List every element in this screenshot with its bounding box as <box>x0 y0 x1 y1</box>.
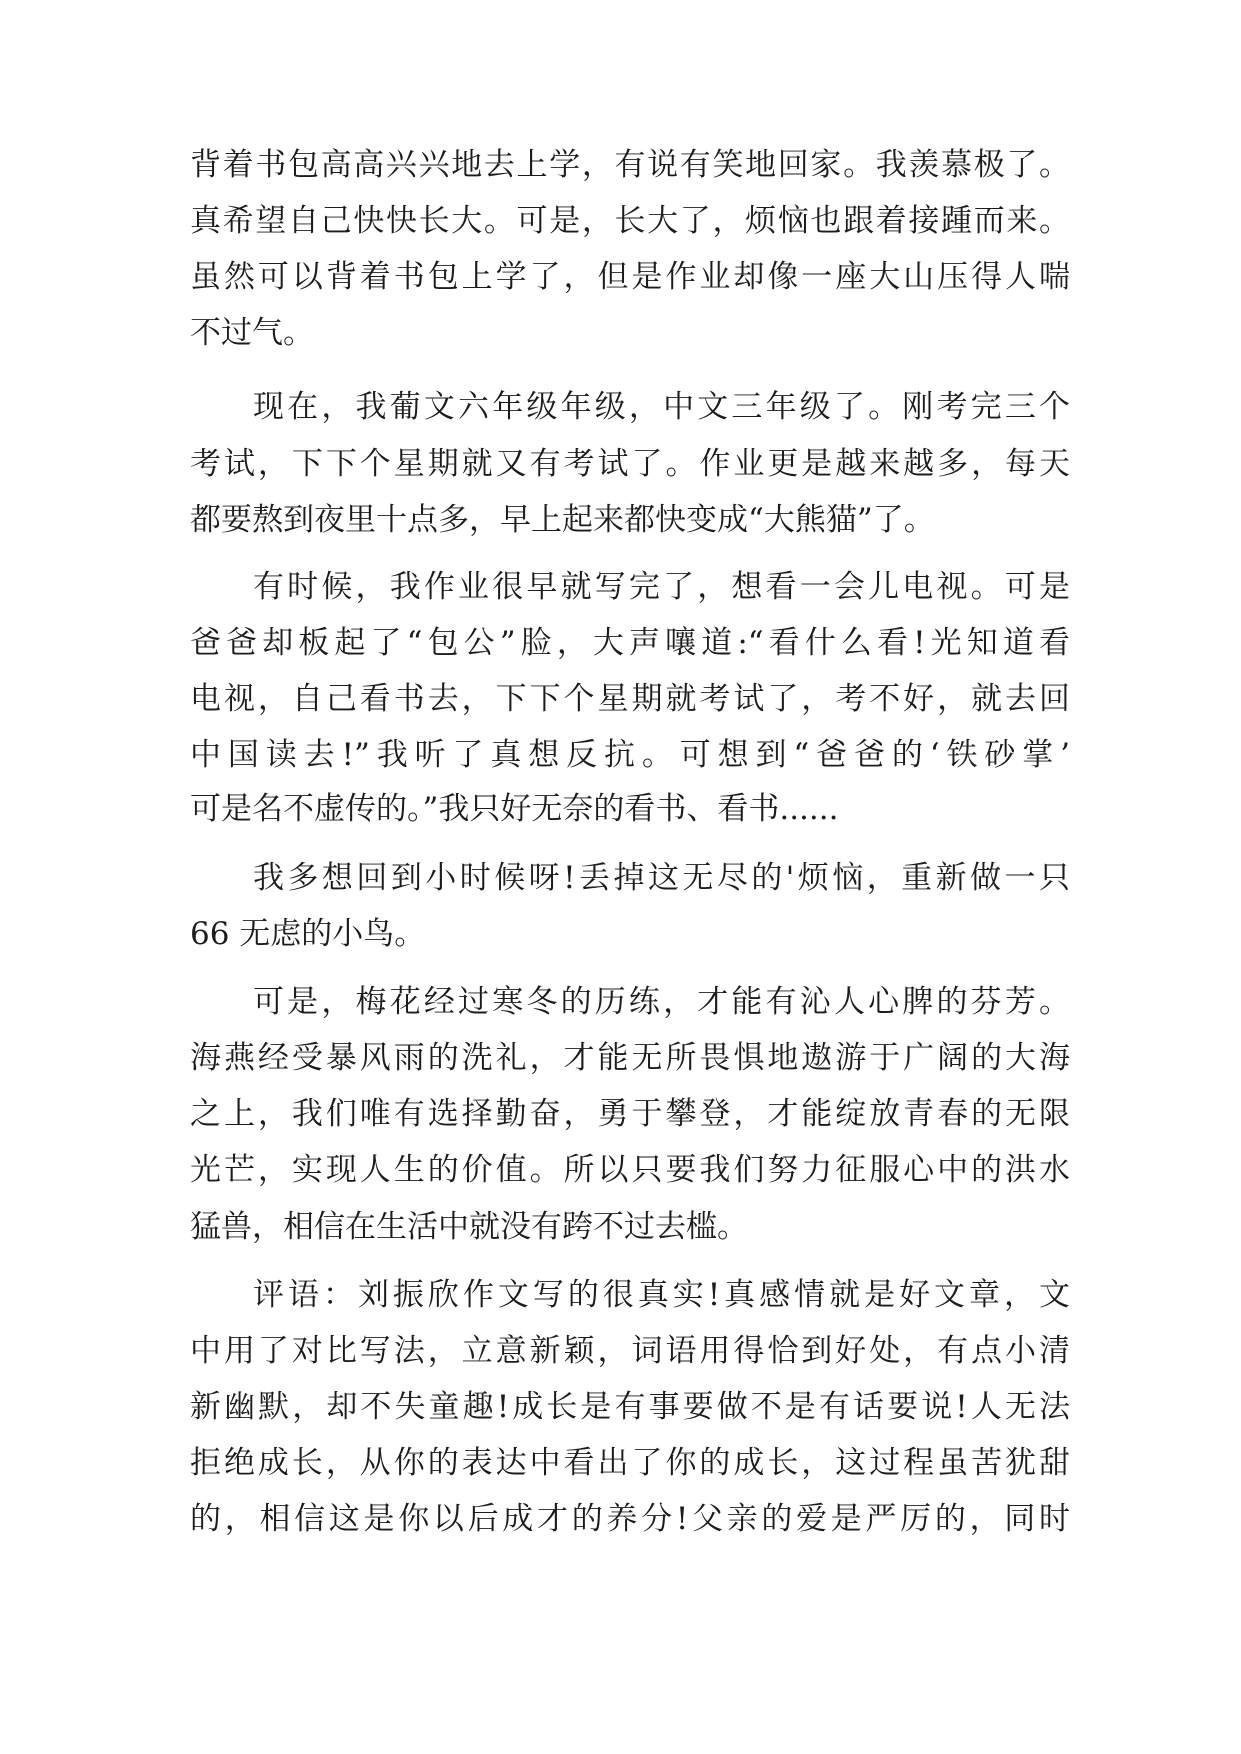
text-line: 中用了对比写法，立意新颖，词语用得恰到好处，有点小清 <box>190 1333 1070 1369</box>
paragraph-first-line: 可是，梅花经过寒冬的历练，才能有沁人心脾的芬芳。 <box>253 984 1070 1020</box>
paragraph-first-line: 我多想回到小时候呀!丢掉这无尽的'烦恼，重新做一只 <box>253 860 1070 896</box>
text-line: 光芒，实现人生的价值。所以只要我们努力征服心中的洪水 <box>190 1152 1070 1188</box>
paragraph-first-line: 现在，我葡文六年级年级，中文三年级了。刚考完三个 <box>253 389 1070 425</box>
text-line: 拒绝成长，从你的表达中看出了你的成长，这过程虽苦犹甜 <box>190 1445 1070 1481</box>
text-line: 中国读去!”我听了真想反抗。可想到“爸爸的‘铁砂掌’ <box>190 737 1070 773</box>
text-line: 海燕经受暴风雨的洗礼，才能无所畏惧地遨游于广阔的大海 <box>190 1040 1070 1076</box>
text-line: 都要熬到夜里十点多，早上起来都快变成“大熊猫”了。 <box>190 502 935 538</box>
text-line: 之上，我们唯有选择勤奋，勇于攀登，才能绽放青春的无限 <box>190 1096 1070 1132</box>
text-line: 背着书包高高兴兴地去上学，有说有笑地回家。我羡慕极了。 <box>190 147 1070 183</box>
text-line: 可是名不虚传的。”我只好无奈的看书、看书...... <box>190 791 839 827</box>
text-line: 爸爸却板起了“包公”脸，大声嚷道:“看什么看!光知道看 <box>190 625 1070 661</box>
text-line: 虽然可以背着书包上学了，但是作业却像一座大山压得人喘 <box>190 259 1070 295</box>
paragraph-first-line: 有时候，我作业很早就写完了，想看一会儿电视。可是 <box>253 569 1070 605</box>
text-line: 不过气。 <box>190 315 314 351</box>
text-line: 猛兽，相信在生活中就没有跨不过去槛。 <box>190 1209 748 1245</box>
text-line: 真希望自己快快长大。可是，长大了，烦恼也跟着接踵而来。 <box>190 203 1070 239</box>
text-line: 考试，下下个星期就又有考试了。作业更是越来越多，每天 <box>190 446 1070 482</box>
paragraph-first-line: 评语：刘振欣作文写的很真实!真感情就是好文章，文 <box>253 1277 1070 1313</box>
text-line: 电视，自己看书去，下下个星期就考试了，考不好，就去回 <box>190 681 1070 717</box>
text-line: 66 无虑的小鸟。 <box>190 916 426 952</box>
text-line: 的，相信这是你以后成才的养分!父亲的爱是严厉的，同时 <box>190 1501 1070 1537</box>
text-line: 新幽默，却不失童趣!成长是有事要做不是有话要说!人无法 <box>190 1389 1070 1425</box>
